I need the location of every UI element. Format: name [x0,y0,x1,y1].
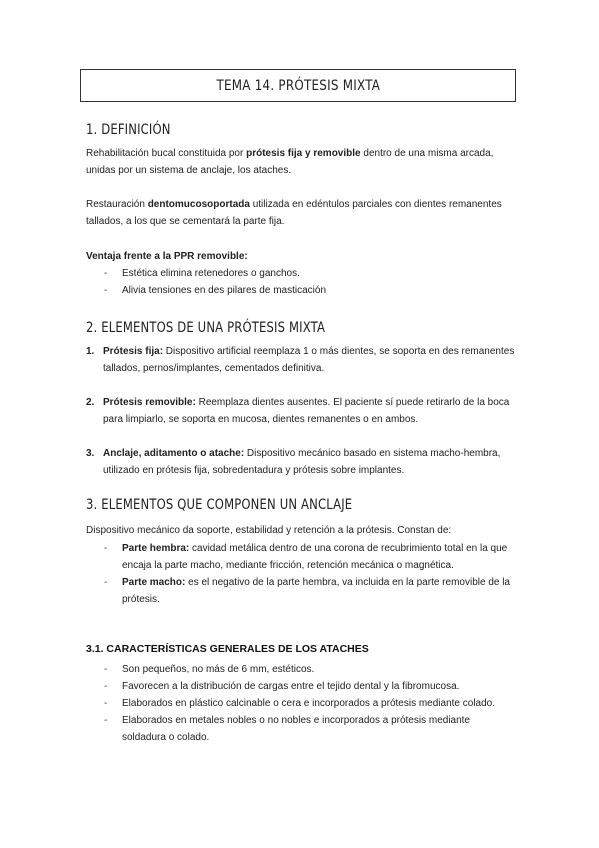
restauracion-text-c: utilizada en edéntulos parciales con dientes remanentes tallados, a los que se cementará la parte fija. [86,199,502,227]
definition-bold: prótesis fija y removible [246,148,361,159]
restauracion-bold: dentomucosoportada [147,199,250,210]
list-item-text: Estética elimina retenedores o ganchos. [122,268,300,279]
restauracion-text-a: Restauración [86,199,148,210]
item-term: Parte macho: [122,577,186,588]
list-item-text: Favorecen a la distribución de cargas entre el tejido dental y la fibromucosa. [122,681,460,692]
item-term: Parte hembra: [122,543,190,554]
anclaje-parts-list [86,540,516,608]
ventaja-list [86,265,516,299]
definition-text-c: dentro de una misma arcada, unidas por un sistema de anclaje, los ataches. [86,148,494,176]
item-term: Prótesis removible: [103,397,196,408]
section-2-heading: 2. ELEMENTOS DE UNA PRÓTESIS MIXTA [86,320,326,336]
title-box [80,69,516,102]
list-item-text: Son pequeños, no más de 6 mm, estéticos. [122,664,315,675]
definition-text-a: Rehabilitación bucal constituida por [86,148,247,159]
list-item [86,712,516,746]
item-text: es el negativo de la parte hembra, va incluida en la parte removible de la prótesis. [122,577,510,605]
bullet-dot-icon: - [104,664,108,675]
ventaja-label: Ventaja frente a la PPR removible: [86,251,248,262]
bullet-dot-icon: - [104,543,108,554]
list-item [86,282,516,299]
ventaja-heading [86,248,514,265]
list-item [86,265,516,282]
list-item-text: Elaborados en plástico calcinable o cera e incorporados a prótesis mediante colado. [122,698,496,709]
bullet-dot-icon: - [104,681,108,692]
item-number: 2. [86,397,95,408]
list-item-text: Alivia tensiones en des pilares de masticación [122,285,326,296]
list-item [86,445,516,479]
ataches-features-list [86,661,516,746]
page-title: TEMA 14. PRÓTESIS MIXTA [216,77,380,94]
restauracion-paragraph [86,196,514,230]
list-item [86,678,516,695]
list-item [86,540,516,574]
list-item [86,695,516,712]
anclaje-intro: Dispositivo mecánico da soporte, estabilidad y retención a la prótesis. Constan de: [86,525,452,536]
item-term: Anclaje, aditamento o atache: [103,448,245,459]
list-item [86,574,516,608]
list-item-text: Elaborados en metales nobles o no nobles e incorporados a prótesis mediante soldadura o colado. [122,715,470,743]
bullet-dot-icon: - [104,285,108,296]
definition-paragraph [86,145,514,179]
bullet-dot-icon: - [104,577,108,588]
section-3-1-heading: 3.1. CARACTERÍSTICAS GENERALES DE LOS ATACHES [86,643,369,655]
item-text: cavidad metálica dentro de una corona de recubrimiento total en la que encaja la parte macho, mediante fricción, retención mecánica o magnética. [122,543,508,571]
item-text: Dispositivo artificial reemplaza 1 o más dientes, se soporta en des remanentes tallados, pernos/implantes, cementados definitiva. [103,346,515,374]
list-item [86,661,516,678]
list-item [86,394,516,428]
item-term: Prótesis fija: [103,346,164,357]
item-text: Reemplaza dientes ausentes. El paciente sí puede retirarlo de la boca para limpiarlo, se soporta en mucosa, dientes remanentes o en ambos. [103,397,510,425]
bullet-dot-icon: - [104,715,108,726]
item-number: 1. [86,346,95,357]
item-number: 3. [86,448,95,459]
elements-list [86,343,516,496]
bullet-dot-icon: - [104,698,108,709]
bullet-dot-icon: - [104,268,108,279]
list-item [86,343,516,377]
section-3-heading: 3. ELEMENTOS QUE COMPONEN UN ANCLAJE [86,497,353,513]
item-text: Dispositivo mecánico basado en sistema macho-hembra, utilizado en prótesis fija, sobredentadura y prótesis sobre implantes. [103,448,501,476]
section-1-heading: 1. DEFINICIÓN [86,122,171,138]
